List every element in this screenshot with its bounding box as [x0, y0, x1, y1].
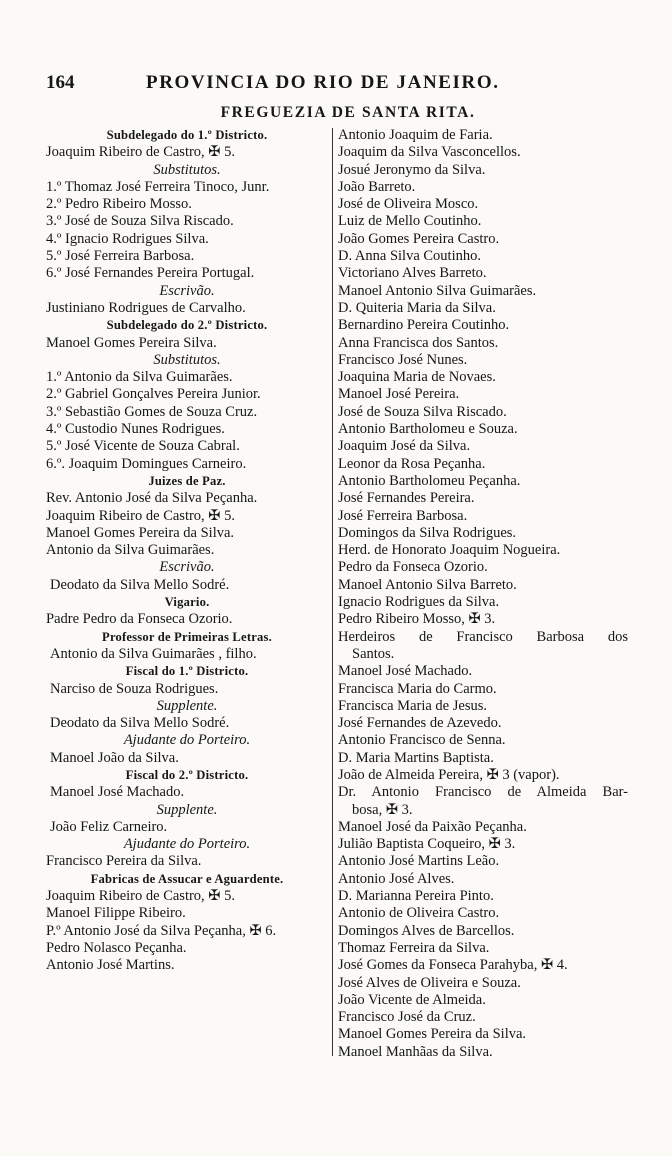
entry-line: Dr. Antonio Francisco de Almeida Bar- — [338, 784, 628, 801]
entry-line: Joaquim Ribeiro de Castro, ✠ 5. — [46, 144, 235, 161]
section-heading: Professor de Primeiras Letras. — [102, 629, 272, 644]
entry-line: Joaquim José da Silva. — [338, 438, 471, 455]
entry-line: Herdeiros de Francisco Barbosa dos — [338, 628, 628, 645]
page-number: 164 — [46, 72, 75, 93]
entry-line: José Ferreira Barbosa. — [338, 507, 468, 524]
entry-line: José Alves de Oliveira e Souza. — [338, 974, 521, 991]
entry-line: Manoel João da Silva. — [50, 749, 179, 766]
entry-line: Manoel Antonio Silva Guimarães. — [338, 282, 537, 299]
entry-line: Antonio de Oliveira Castro. — [338, 905, 500, 922]
entry-line: Antonio José Alves. — [338, 870, 455, 887]
entry-line: 2.º Gabriel Gonçalves Pereira Junior. — [46, 386, 261, 403]
entry-line: D. Maria Martins Baptista. — [338, 749, 494, 766]
entry-line: 5.º José Vicente de Souza Cabral. — [46, 438, 240, 455]
entry-line: José Fernandes de Azevedo. — [338, 715, 502, 732]
entry-line: Narciso de Souza Rodrigues. — [50, 680, 219, 697]
entry-line: Antonio da Silva Guimarães. — [46, 542, 215, 559]
entry-line: Manoel Antonio Silva Barreto. — [338, 576, 517, 593]
entry-line: Joaquina Maria de Novaes. — [338, 369, 496, 386]
entry-line: 2.º Pedro Ribeiro Mosso. — [46, 196, 192, 213]
entry-line: 6.º. Joaquim Domingues Carneiro. — [46, 455, 247, 472]
section-title: FREGUEZIA DE SANTA RITA. — [220, 104, 476, 121]
left-column — [46, 127, 328, 975]
entry-line: Leonor da Rosa Peçanha. — [338, 455, 486, 472]
entry-line: Thomaz Ferreira da Silva. — [338, 939, 490, 956]
entry-line: Victoriano Alves Barreto. — [338, 265, 487, 282]
entry-line: Francisco José Nunes. — [338, 351, 468, 368]
entry-line: Manoel José Machado. — [50, 784, 185, 801]
entry-line: D. Anna Silva Coutinho. — [338, 248, 481, 265]
column-divider — [332, 128, 333, 1056]
entry-line: José de Oliveira Mosco. — [338, 196, 479, 213]
entry-line: Antonio Joaquim de Faria. — [338, 127, 493, 143]
entry-line: José Gomes da Fonseca Parahyba, ✠ 4. — [338, 957, 568, 974]
entry-line: Domingos Alves de Barcellos. — [338, 922, 515, 939]
entry-line: 4.º Ignacio Rodrigues Silva. — [46, 230, 209, 247]
entry-line: Joaquim Ribeiro de Castro, ✠ 5. — [46, 507, 235, 524]
entry-line: 3.º Sebastião Gomes de Souza Cruz. — [46, 403, 258, 420]
entry-line: Antonio Bartholomeu e Souza. — [338, 421, 518, 438]
section-heading: Vigario. — [164, 595, 210, 610]
entry-line: João Feliz Carneiro. — [50, 818, 168, 835]
entry-line: D. Quiteria Maria da Silva. — [338, 299, 496, 316]
subheading: Substitutos. — [153, 161, 221, 178]
entry-line: Julião Baptista Coqueiro, ✠ 3. — [338, 836, 516, 853]
page-header — [46, 72, 630, 96]
entry-line: Francisco Pereira da Silva. — [46, 853, 202, 870]
entry-line: D. Marianna Pereira Pinto. — [338, 888, 494, 905]
entry-line: João Vicente de Almeida. — [338, 991, 486, 1008]
entry-line: Deodato da Silva Mello Sodré. — [50, 715, 230, 732]
entry-line: Manoel Filippe Ribeiro. — [46, 905, 186, 922]
entry-line: Manoel José Machado. — [338, 663, 473, 680]
entry-line: João Barreto. — [338, 178, 416, 195]
entry-line: 4.º Custodio Nunes Rodrigues. — [46, 421, 225, 438]
entry-line: Joaquim da Silva Vasconcellos. — [338, 144, 521, 161]
subheading: Supplente. — [156, 697, 218, 714]
entry-line: Manoel Gomes Pereira da Silva. — [338, 1026, 527, 1043]
entry-line: 1.º Thomaz José Ferreira Tinoco, Junr. — [46, 178, 270, 195]
entry-line: João de Almeida Pereira, ✠ 3 (vapor). — [338, 766, 560, 783]
entry-line: 3.º José de Souza Silva Riscado. — [46, 213, 234, 230]
entry-line: Francisca Maria de Jesus. — [338, 697, 487, 714]
entry-line: Justiniano Rodrigues de Carvalho. — [46, 299, 246, 316]
entry-line: Herd. de Honorato Joaquim Nogueira. — [338, 542, 561, 559]
entry-line: Manoel Gomes Pereira Silva. — [46, 334, 217, 351]
entry-line: Anna Francisca dos Santos. — [338, 334, 499, 351]
entry-line: Santos. — [352, 645, 395, 662]
entry-line: Pedro Nolasco Peçanha. — [46, 939, 187, 956]
section-heading: Subdelegado do 2.º Districto. — [106, 318, 268, 333]
entry-line: 6.º José Fernandes Pereira Portugal. — [46, 265, 255, 282]
subheading: Supplente. — [156, 801, 218, 818]
entry-line: Antonio José Martins. — [46, 957, 175, 974]
entry-line: José Fernandes Pereira. — [338, 490, 475, 507]
entry-line: Francisco José da Cruz. — [338, 1009, 476, 1026]
running-title: PROVINCIA DO RIO DE JANEIRO. — [146, 72, 500, 93]
entry-line: Pedro Ribeiro Mosso, ✠ 3. — [338, 611, 496, 628]
entry-line: bosa, ✠ 3. — [352, 801, 413, 818]
entry-line: Deodato da Silva Mello Sodré. — [50, 576, 230, 593]
entry-line: Francisca Maria do Carmo. — [338, 680, 497, 697]
entry-line: Manoel José Pereira. — [338, 386, 460, 403]
entry-line: Padre Pedro da Fonseca Ozorio. — [46, 611, 233, 628]
entry-line: Ignacio Rodrigues da Silva. — [338, 594, 500, 611]
entry-line: Josué Jeronymo da Silva. — [338, 161, 486, 178]
entry-line: 1.º Antonio da Silva Guimarães. — [46, 369, 233, 386]
entry-line: Domingos da Silva Rodrigues. — [338, 524, 517, 541]
entry-line: Antonio Bartholomeu Peçanha. — [338, 472, 521, 489]
right-column — [338, 127, 628, 1061]
subheading: Escrivão. — [159, 282, 215, 299]
entry-line: Manoel Gomes Pereira da Silva. — [46, 524, 235, 541]
section-heading: Fiscal do 2.º Districto. — [125, 767, 249, 782]
entry-line: Manoel Manhãas da Silva. — [338, 1043, 493, 1060]
entry-line: Antonio José Martins Leão. — [338, 853, 500, 870]
entry-line: José de Souza Silva Riscado. — [338, 403, 507, 420]
entry-line: P.º Antonio José da Silva Peçanha, ✠ 6. — [46, 922, 277, 939]
section-heading: Subdelegado do 1.º Districto. — [106, 128, 268, 142]
section-heading: Juizes de Paz. — [148, 473, 226, 488]
subheading: Ajudante do Porteiro. — [123, 836, 251, 853]
entry-line: Antonio da Silva Guimarães , filho. — [50, 645, 257, 662]
entry-line: Joaquim Ribeiro de Castro, ✠ 5. — [46, 888, 235, 905]
entry-line: Manoel José da Paixão Peçanha. — [338, 818, 527, 835]
subheading: Substitutos. — [153, 351, 221, 368]
entry-line: Pedro da Fonseca Ozorio. — [338, 559, 488, 576]
subheading: Escrivão. — [159, 559, 215, 576]
subheading: Ajudante do Porteiro. — [123, 732, 251, 749]
entry-line: Antonio Francisco de Senna. — [338, 732, 506, 749]
entry-line: Bernardino Pereira Coutinho. — [338, 317, 510, 334]
section-heading: Fabricas de Assucar e Aguardente. — [90, 871, 284, 886]
entry-line: Luiz de Mello Coutinho. — [338, 213, 482, 230]
entry-line: 5.º José Ferreira Barbosa. — [46, 248, 195, 265]
entry-line: João Gomes Pereira Castro. — [338, 230, 500, 247]
section-heading: Fiscal do 1.º Districto. — [125, 664, 249, 679]
entry-line: Rev. Antonio José da Silva Peçanha. — [46, 490, 258, 507]
